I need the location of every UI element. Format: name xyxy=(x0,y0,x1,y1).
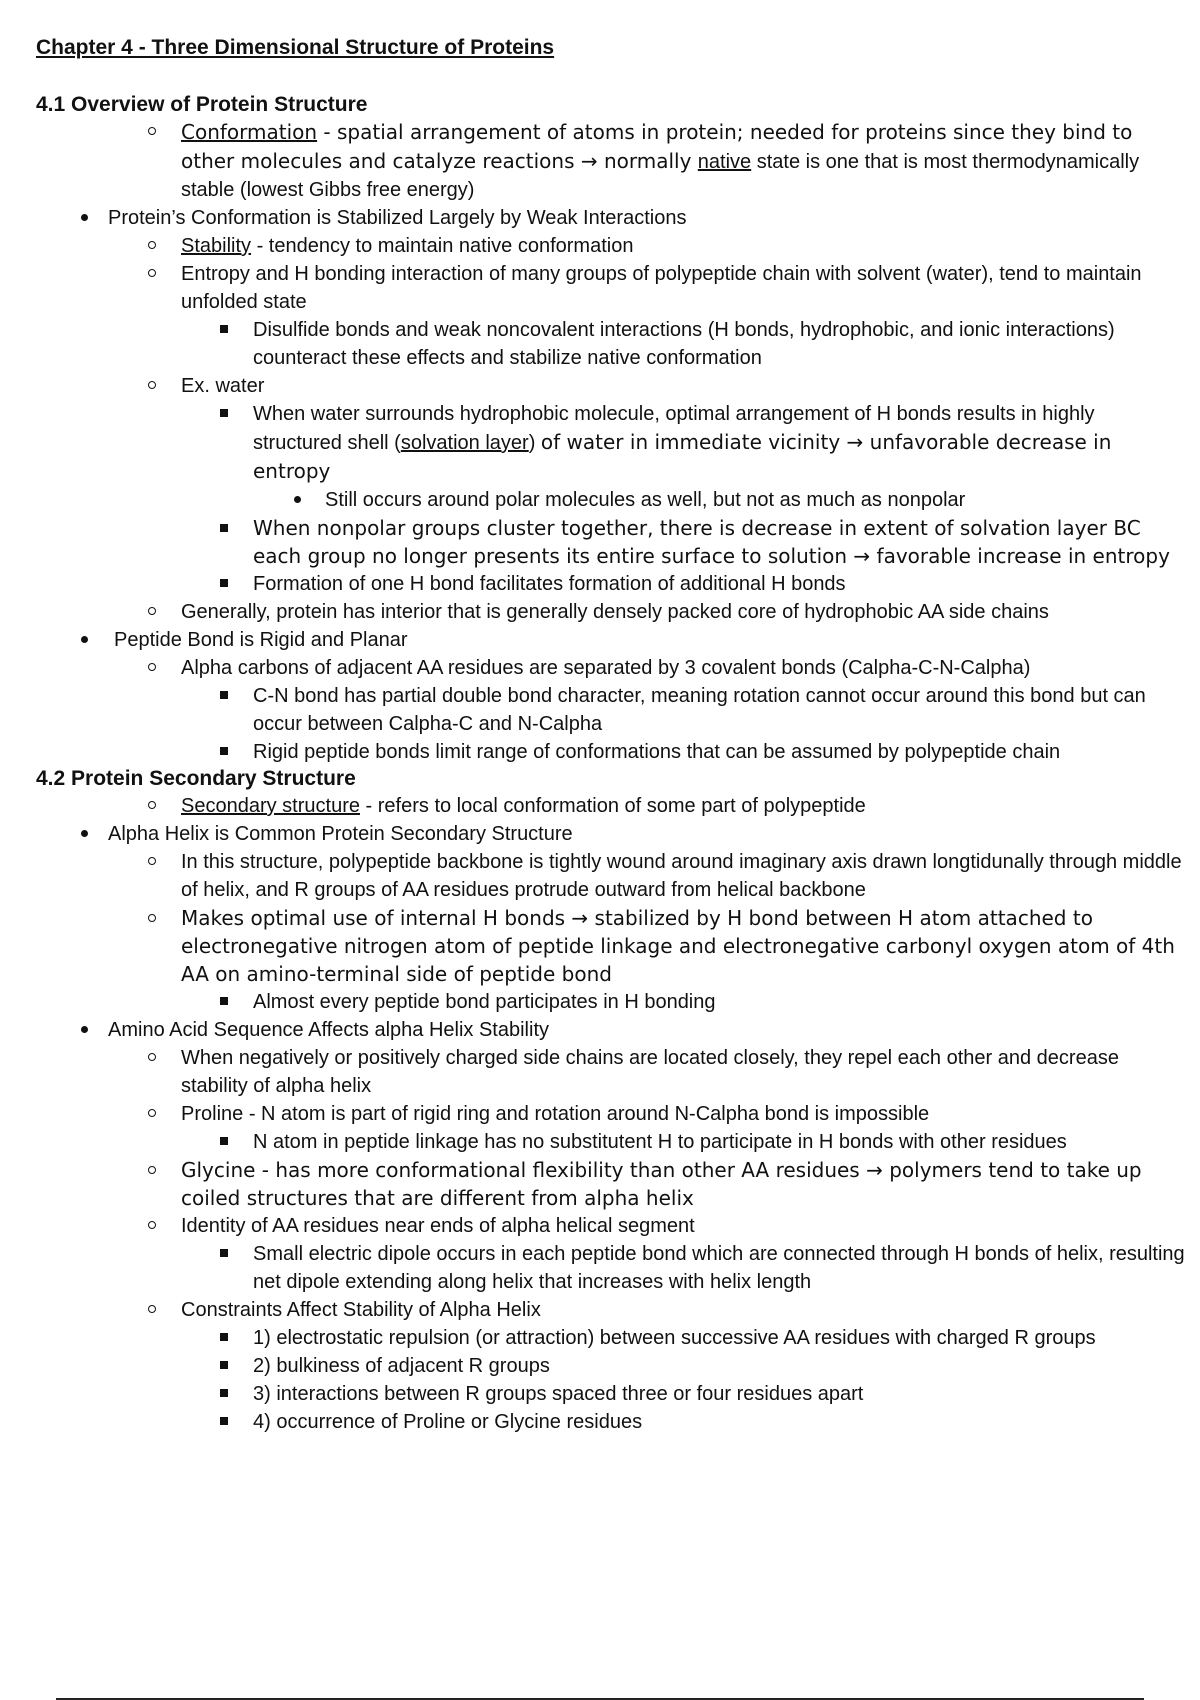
list-item: Rigid peptide bonds limit range of conformations that can be assumed by polypeptide chain xyxy=(36,738,1186,766)
square-bullet-icon xyxy=(214,1352,234,1380)
list-item: Conformation - spatial arrangement of atoms in protein; needed for proteins since they bind to other molecules and catalyze reactions → normally native state is one that is most thermodynamically stable (lowest Gibbs free energy) xyxy=(36,118,1186,204)
list-item: When nonpolar groups cluster together, there is decrease in extent of solvation layer BC each group no longer presents its entire surface to solution → favorable increase in entropy xyxy=(36,514,1186,570)
list-item: Still occurs around polar molecules as well, but not as much as nonpolar xyxy=(36,486,1186,514)
filled-bullet-icon xyxy=(74,1016,94,1044)
list-item: Almost every peptide bond participates in H bonding xyxy=(36,988,1186,1016)
filled-bullet-icon xyxy=(74,204,94,232)
hollow-bullet-icon xyxy=(142,372,162,400)
list-item: Proline - N atom is part of rigid ring and rotation around N-Calpha bond is impossible xyxy=(36,1100,1186,1128)
list-item: Glycine - has more conformational flexibility than other AA residues → polymers tend to take up coiled structures that are different from alpha helix xyxy=(36,1156,1186,1212)
hollow-bullet-icon xyxy=(142,904,162,932)
hollow-bullet-icon xyxy=(142,118,162,146)
term-native: native xyxy=(697,151,752,173)
list-item: C-N bond has partial double bond character, meaning rotation cannot occur around this bond but can occur between Calpha-C and N-Calpha xyxy=(36,682,1186,738)
square-bullet-icon xyxy=(214,738,234,766)
list-item-heading: Protein’s Conformation is Stabilized Largely by Weak Interactions xyxy=(36,204,1186,232)
term-stability: Stability xyxy=(181,235,252,257)
square-bullet-icon xyxy=(214,988,234,1016)
list-item-heading: Alpha Helix is Common Protein Secondary Structure xyxy=(36,820,1186,848)
filled-bullet-icon xyxy=(287,486,307,514)
list-item: When water surrounds hydrophobic molecule, optimal arrangement of H bonds results in highly structured shell (solvation layer) of water in immediate vicinity → unfavorable decrease in entropy xyxy=(36,400,1186,486)
hollow-bullet-icon xyxy=(142,260,162,288)
list-item: In this structure, polypeptide backbone is tightly wound around imaginary axis drawn longtidunally through middle of helix, and R groups of AA residues protrude outward from helical backbone xyxy=(36,848,1186,904)
hollow-bullet-icon xyxy=(142,1212,162,1240)
list-item-heading: Amino Acid Sequence Affects alpha Helix Stability xyxy=(36,1016,1186,1044)
square-bullet-icon xyxy=(214,400,234,428)
list-item: Formation of one H bond facilitates formation of additional H bonds xyxy=(36,570,1186,598)
hollow-bullet-icon xyxy=(142,848,162,876)
square-bullet-icon xyxy=(214,1324,234,1352)
term-secondary-structure: Secondary structure xyxy=(181,795,360,817)
list-item: Generally, protein has interior that is generally densely packed core of hydrophobic AA side chains xyxy=(36,598,1186,626)
list-item: Constraints Affect Stability of Alpha Helix xyxy=(36,1296,1186,1324)
square-bullet-icon xyxy=(214,1380,234,1408)
list-item: Secondary structure - refers to local conformation of some part of polypeptide xyxy=(36,792,1186,820)
list-item: Identity of AA residues near ends of alpha helical segment xyxy=(36,1212,1186,1240)
square-bullet-icon xyxy=(214,682,234,710)
list-item: Stability - tendency to maintain native conformation xyxy=(36,232,1186,260)
list-item-heading: Peptide Bond is Rigid and Planar xyxy=(36,626,1186,654)
list-item: 1) electrostatic repulsion (or attraction) between successive AA residues with charged R groups xyxy=(36,1324,1186,1352)
square-bullet-icon xyxy=(214,316,234,344)
list-item: When negatively or positively charged side chains are located closely, they repel each other and decrease stability of alpha helix xyxy=(36,1044,1186,1100)
square-bullet-icon xyxy=(214,1128,234,1156)
chapter-title: Chapter 4 - Three Dimensional Structure of Proteins xyxy=(36,36,555,59)
list-item: 2) bulkiness of adjacent R groups xyxy=(36,1352,1186,1380)
hollow-bullet-icon xyxy=(142,792,162,820)
square-bullet-icon xyxy=(214,1240,234,1268)
list-item: Alpha carbons of adjacent AA residues are separated by 3 covalent bonds (Calpha-C-N-Calpha) xyxy=(36,654,1186,682)
square-bullet-icon xyxy=(214,1408,234,1436)
square-bullet-icon xyxy=(214,514,234,542)
list-item: Ex. water xyxy=(36,372,1186,400)
hollow-bullet-icon xyxy=(142,1156,162,1184)
filled-bullet-icon xyxy=(74,820,94,848)
hollow-bullet-icon xyxy=(142,1100,162,1128)
list-item: 4) occurrence of Proline or Glycine residues xyxy=(36,1408,1186,1436)
list-item: Disulfide bonds and weak noncovalent interactions (H bonds, hydrophobic, and ionic interactions) counteract these effects and stabilize native conformation xyxy=(36,316,1186,372)
hollow-bullet-icon xyxy=(142,1044,162,1072)
section-heading-4-2: 4.2 Protein Secondary Structure xyxy=(36,767,356,790)
square-bullet-icon xyxy=(214,570,234,598)
term-conformation: Conformation xyxy=(181,120,318,144)
document-page xyxy=(36,34,1186,1436)
section-heading-4-1: 4.1 Overview of Protein Structure xyxy=(36,93,368,116)
hollow-bullet-icon xyxy=(142,232,162,260)
hollow-bullet-icon xyxy=(142,1296,162,1324)
filled-bullet-icon xyxy=(74,626,94,654)
hollow-bullet-icon xyxy=(142,654,162,682)
list-item: Small electric dipole occurs in each peptide bond which are connected through H bonds of helix, resulting net dipole extending along helix that increases with helix length xyxy=(36,1240,1186,1296)
list-item: 3) interactions between R groups spaced three or four residues apart xyxy=(36,1380,1186,1408)
term-solvation-layer: solvation layer xyxy=(400,432,529,454)
hollow-bullet-icon xyxy=(142,598,162,626)
list-item: N atom in peptide linkage has no substitutent H to participate in H bonds with other residues xyxy=(36,1128,1186,1156)
list-item: Makes optimal use of internal H bonds → stabilized by H bond between H atom attached to electronegative nitrogen atom of peptide linkage and electronegative carbonyl oxygen atom of 4th AA on amino-terminal side of peptide bond xyxy=(36,904,1186,988)
list-item: Entropy and H bonding interaction of many groups of polypeptide chain with solvent (water), tend to maintain unfolded state xyxy=(36,260,1186,316)
